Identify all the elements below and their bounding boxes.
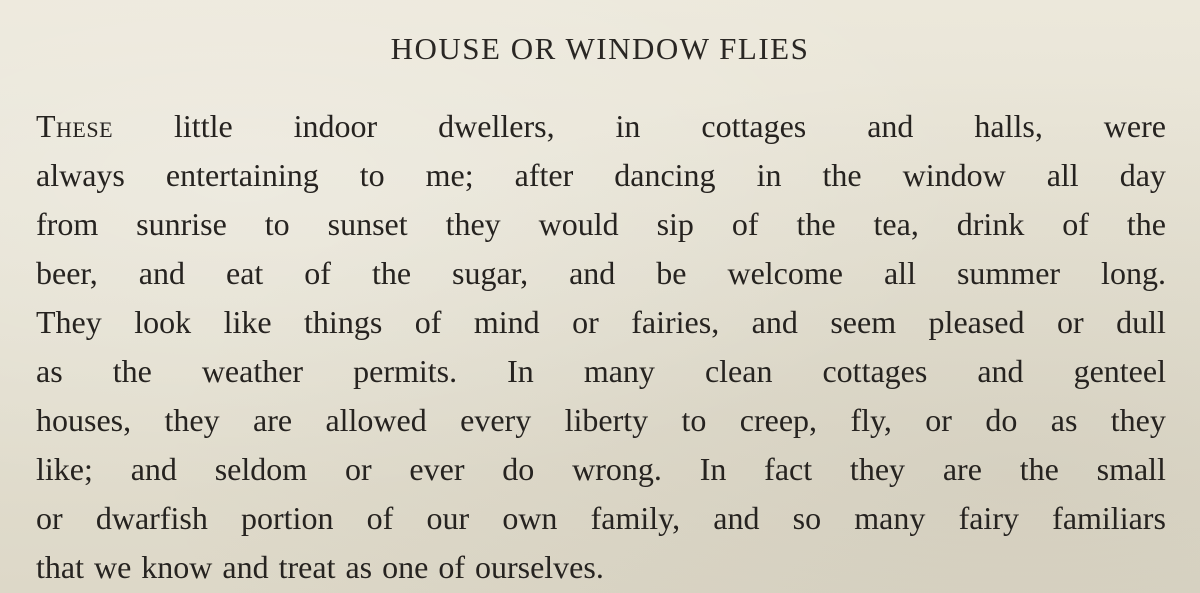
word: to [359, 157, 385, 193]
word: ourselves. [474, 549, 604, 585]
word: creep, [739, 402, 818, 438]
word: or [344, 451, 372, 487]
word: are [252, 402, 293, 438]
word: as [1050, 402, 1078, 438]
word: as [36, 353, 63, 389]
word: be [656, 255, 687, 291]
word: dwarfish [95, 500, 208, 536]
word: sip [656, 206, 694, 242]
word: they [849, 451, 906, 487]
text-line-6 [36, 347, 1166, 396]
word: sunset [327, 206, 408, 242]
word: do [985, 402, 1018, 438]
word: allowed [325, 402, 427, 438]
word: in [756, 157, 782, 193]
text-line-9 [36, 494, 1166, 543]
word: and [138, 255, 185, 291]
word: cottages [822, 353, 928, 389]
word: of [366, 500, 394, 536]
word: the [822, 157, 862, 193]
word: day [1119, 157, 1166, 193]
word: and [222, 549, 269, 585]
drop-word: These [36, 108, 114, 144]
word: like; [36, 451, 93, 487]
word: from [36, 206, 99, 242]
word: liberty [564, 402, 649, 438]
chapter-title: HOUSE OR WINDOW FLIES [390, 31, 810, 66]
word: to [264, 206, 290, 242]
word: the [1019, 451, 1059, 487]
word: permits. [353, 353, 458, 389]
body-paragraph [36, 102, 1166, 592]
word: halls, [974, 108, 1043, 144]
word: would [538, 206, 619, 242]
word: summer [956, 255, 1061, 291]
text-line-3 [36, 200, 1166, 249]
word: they [1110, 402, 1166, 438]
word: or [1056, 304, 1084, 340]
word: fact [764, 451, 813, 487]
word: welcome [727, 255, 843, 291]
word: to [681, 402, 707, 438]
word: me; [425, 157, 474, 193]
word: in [615, 108, 641, 144]
word: and [130, 451, 177, 487]
word: or [572, 304, 599, 340]
word: all [883, 255, 916, 291]
text-line-1 [36, 102, 1166, 151]
word: sugar, [452, 255, 529, 291]
text-line-8 [36, 445, 1166, 494]
word: eat [225, 255, 264, 291]
word: long. [1101, 255, 1166, 291]
word: and [569, 255, 616, 291]
word: family, [590, 500, 681, 536]
word: fairy [958, 500, 1019, 536]
word: and [751, 304, 798, 340]
word: weather [201, 353, 304, 389]
text-line-7 [36, 396, 1166, 445]
word: ever [409, 451, 465, 487]
word: look [134, 304, 192, 340]
word: of [414, 304, 442, 340]
word: seem [830, 304, 897, 340]
word: portion [241, 500, 334, 536]
word: cottages [701, 108, 807, 144]
word: or [925, 402, 952, 438]
word: and [867, 108, 914, 144]
word: dull [1116, 304, 1166, 340]
word: entertaining [165, 157, 319, 193]
word: little [174, 108, 233, 144]
word: that [36, 549, 84, 585]
word: many [854, 500, 926, 536]
word: sunrise [136, 206, 227, 242]
word: of [1062, 206, 1089, 242]
word: do [502, 451, 535, 487]
word: are [942, 451, 982, 487]
text-line-5 [36, 298, 1166, 347]
word: own [502, 500, 558, 536]
text-line-10 [36, 543, 1166, 592]
word: like [223, 304, 272, 340]
word: the [371, 255, 412, 291]
text-line-2 [36, 151, 1166, 200]
word: In [507, 353, 534, 389]
word: pleased [928, 304, 1025, 340]
word: as [345, 549, 373, 585]
word: wrong. [572, 451, 662, 487]
word: and [713, 500, 760, 536]
word: clean [704, 353, 773, 389]
word: the [1126, 206, 1166, 242]
word: familiars [1052, 500, 1166, 536]
word: fly, [850, 402, 892, 438]
word: houses, [36, 402, 132, 438]
word: drink [956, 206, 1025, 242]
word: after [514, 157, 574, 193]
word: they [445, 206, 501, 242]
word: tea, [873, 206, 919, 242]
word: or [36, 500, 63, 536]
word: fairies, [631, 304, 720, 340]
word: and [977, 353, 1024, 389]
word: our [426, 500, 470, 536]
word: know [141, 549, 213, 585]
word: were [1103, 108, 1166, 144]
text-line-4 [36, 249, 1166, 298]
word: one [382, 549, 429, 585]
word: small [1096, 451, 1166, 487]
word: we [93, 549, 132, 585]
word: indoor [293, 108, 378, 144]
word: mind [473, 304, 540, 340]
word: of [304, 255, 331, 291]
word: genteel [1073, 353, 1166, 389]
word: all [1046, 157, 1079, 193]
word: so [792, 500, 822, 536]
word: the [112, 353, 152, 389]
word: window [902, 157, 1006, 193]
word: treat [278, 549, 336, 585]
word: many [583, 353, 655, 389]
word: seldom [214, 451, 308, 487]
word: They [36, 304, 102, 340]
word: they [164, 402, 220, 438]
word: dwellers, [438, 108, 555, 144]
word: the [796, 206, 836, 242]
word: always [36, 157, 125, 193]
word: things [304, 304, 383, 340]
word: every [460, 402, 532, 438]
word: In [699, 451, 727, 487]
word: dancing [614, 157, 716, 193]
word: of [438, 549, 465, 585]
word: of [731, 206, 759, 242]
word: beer, [36, 255, 98, 291]
